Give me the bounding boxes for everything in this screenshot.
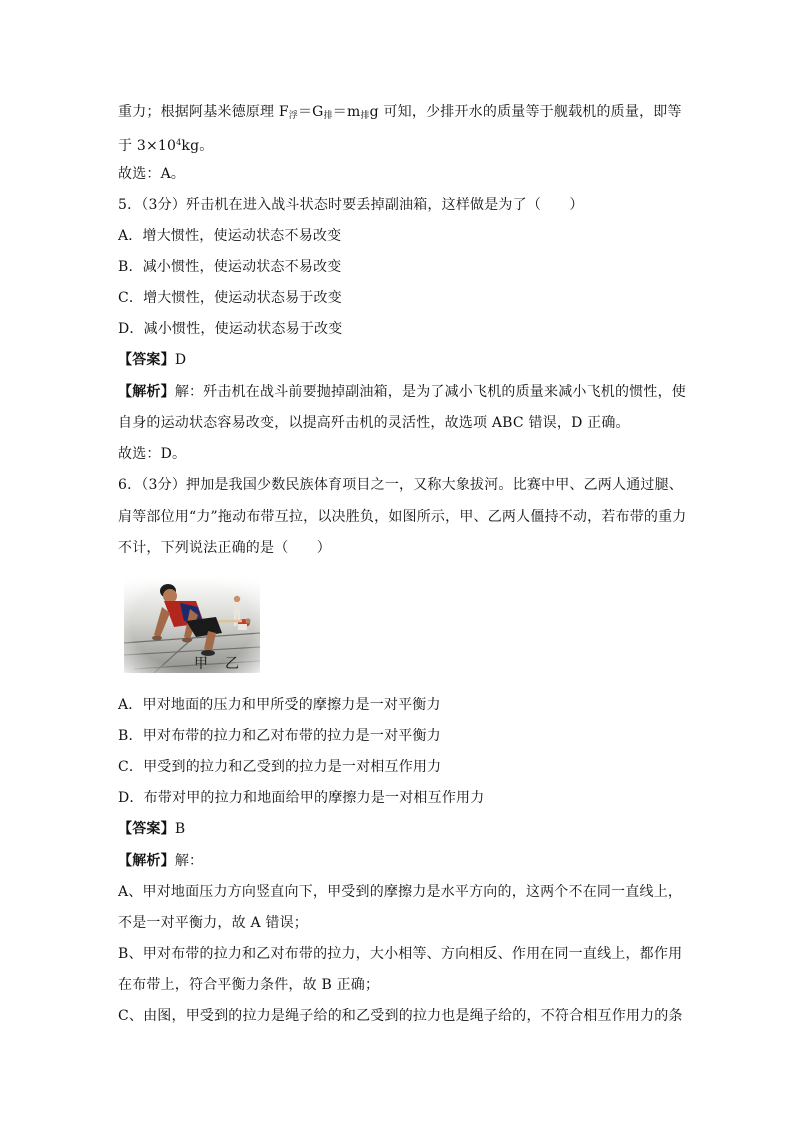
text-segment: 于 3×10 [118, 138, 177, 154]
q6-stem-line-3: 不计，下列说法正确的是（ ） [118, 540, 331, 556]
q6-answer [118, 819, 688, 839]
superscript: 4 [176, 138, 182, 147]
q6-option-b: B．甲对布带的拉力和乙对布带的拉力是一对平衡力 [118, 728, 441, 744]
q5-answer [118, 350, 688, 370]
text-segment: 重力；根据阿基米德原理 F [118, 104, 289, 120]
answer-tag: 【答案】 [118, 821, 175, 837]
answer-value: B [174, 821, 186, 837]
q5-option-d: D．减小惯性，使运动状态易于改变 [118, 321, 343, 337]
answer-value: D [174, 352, 187, 368]
q5-stem: 5．（3分）歼击机在进入战斗状态时要丢掉副油箱，这样做是为了（ ） [118, 197, 584, 213]
subscript: 排 [360, 111, 370, 121]
q6-option-a: A．甲对地面的压力和甲所受的摩擦力是一对平衡力 [118, 697, 441, 713]
q4-explanation-line-2 [118, 133, 688, 156]
tug-of-war-figure [124, 577, 260, 673]
q4-choice: 故选：A。 [118, 166, 186, 182]
text-segment: kg。 [181, 138, 214, 154]
q5-option-a: A．增大惯性，使运动状态不易改变 [118, 228, 342, 244]
q4-explanation-line-1 [118, 102, 688, 126]
q6-analysis-line-5: C、由图，甲受到的拉力是绳子给的和乙受到的拉力也是绳子给的，不符合相互作用力的条 [118, 1008, 683, 1024]
q5-option-b: B．减小惯性，使运动状态不易改变 [118, 259, 342, 275]
text-segment: ＝m [332, 104, 361, 120]
q6-analysis-intro [118, 851, 688, 871]
analysis-tag: 【解析】 [118, 384, 175, 400]
q5-option-c: C．增大惯性，使运动状态易于改变 [118, 290, 342, 306]
q6-analysis-line-2: 不是一对平衡力，故 A 错误； [118, 915, 309, 931]
text-segment: ＝G [297, 104, 324, 120]
tug-of-war-photo [124, 577, 260, 673]
q6-stem-line-2: 肩等部位用“力”拖动布带互拉，以决胜负，如图所示，甲、乙两人僵持不动，若布带的重力 [118, 509, 687, 525]
q6-analysis-line-4: 在布带上，符合平衡力条件，故 B 正确； [118, 977, 380, 993]
analysis-text: 解： [174, 853, 204, 869]
q6-option-d: D．布带对甲的拉力和地面给甲的摩擦力是一对相互作用力 [118, 790, 485, 806]
q5-analysis-line-2: 自身的运动状态容易改变，以提高歼击机的灵活性，故选项 ABC 错误，D 正确。 [118, 415, 630, 431]
q5-choice: 故选：D。 [118, 446, 187, 462]
q6-analysis-line-1: A、甲对地面压力方向竖直向下，甲受到的摩擦力是水平方向的，这两个不在同一直线上， [118, 884, 683, 900]
figure-label-jia: 甲 [194, 656, 208, 672]
answer-tag: 【答案】 [118, 352, 175, 368]
analysis-tag: 【解析】 [118, 853, 175, 869]
q5-analysis-line-1 [118, 382, 688, 402]
subscript: 排 [323, 111, 333, 121]
photo-vignette [124, 577, 260, 673]
q6-option-c: C．甲受到的拉力和乙受到的拉力是一对相互作用力 [118, 759, 442, 775]
q6-stem-line-1: 6．（3分）押加是我国少数民族体育项目之一，又称大象拔河。比赛中甲、乙两人通过腿、 [118, 477, 684, 493]
subscript: 浮 [288, 111, 298, 121]
text-segment: g 可知，少排开水的质量等于舰载机的质量，即等 [369, 104, 682, 120]
figure-label-yi: 乙 [225, 656, 239, 672]
q6-analysis-line-3: B、甲对布带的拉力和乙对布带的拉力，大小相等、方向相反、作用在同一直线上，都作用 [118, 946, 683, 962]
analysis-text: 解：歼击机在战斗前要抛掉副油箱，是为了减小飞机的质量来减小飞机的惯性，使 [174, 384, 687, 400]
